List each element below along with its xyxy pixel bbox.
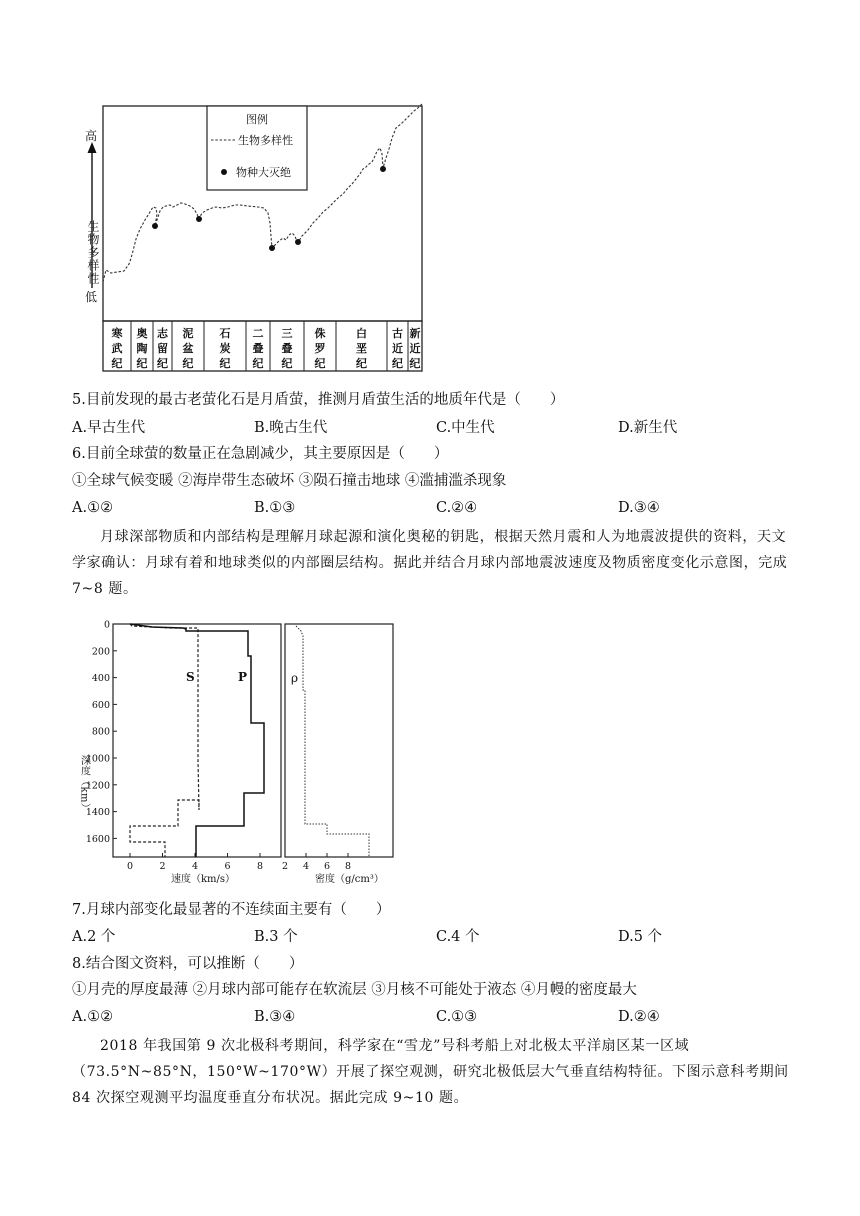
q7-option-d[interactable]: D.5 个 bbox=[618, 929, 663, 945]
speed-tick-label: 6 bbox=[224, 861, 231, 872]
q6-option-d[interactable]: D.③④ bbox=[618, 500, 660, 516]
density-label: ρ bbox=[291, 671, 299, 685]
q8-option-a[interactable]: A.①② bbox=[72, 1009, 114, 1025]
depth-tick-label: 1200 bbox=[85, 780, 110, 792]
speed-tick-label: 8 bbox=[256, 861, 264, 872]
q5-option-c[interactable]: C.中生代 bbox=[436, 420, 495, 436]
speed-tick-label: 2 bbox=[159, 861, 166, 872]
q8-option-d[interactable]: D.②④ bbox=[618, 1009, 660, 1025]
q6-option-b[interactable]: B.①③ bbox=[254, 500, 296, 516]
q8-statements: ①月壳的厚度最薄 ②月球内部可能存在软流层 ③月核不可能处于液态 ④月幔的密度最大 bbox=[72, 982, 637, 998]
period-label: 白垩纪 bbox=[356, 327, 367, 370]
y-low-label: 低 bbox=[85, 290, 98, 304]
q6-option-a[interactable]: A.①② bbox=[72, 500, 114, 516]
q8-stem: 8.结合图文资料，可以推断（ ） bbox=[72, 956, 304, 972]
q7-stem: 7.月球内部变化最显著的不连续面主要有（ ） bbox=[72, 902, 391, 918]
speed-tick-label: 0 bbox=[126, 861, 134, 872]
passage-moon: 月球深部物质和内部结构是理解月球起源和演化奥秘的钥匙，根据天然月震和人为地震波提供的资料，天文学家确认：月球有着和地球类似的内部圈层结构。据此并结合月球内部地震波速度及物质密度变化示意图，完成 7~8 题。 bbox=[72, 529, 788, 597]
density-tick-label: 6 bbox=[323, 861, 331, 872]
depth-tick-label: 600 bbox=[91, 699, 110, 711]
density-axis-label: 密度（g/cm³） bbox=[315, 874, 384, 885]
extinction-dot bbox=[196, 216, 202, 222]
q7-option-b[interactable]: B.3 个 bbox=[254, 929, 298, 945]
depth-tick-label: 1400 bbox=[85, 807, 110, 819]
legend-extinction: 物种大灭绝 bbox=[236, 166, 291, 179]
depth-tick-label: 200 bbox=[91, 646, 110, 658]
depth-tick-label: 800 bbox=[91, 726, 110, 738]
q5-option-b[interactable]: B.晚古生代 bbox=[254, 420, 328, 436]
y-axis-label: 生物多样性 bbox=[86, 220, 100, 285]
passage-arctic: 2018 年我国第 9 次北极科考期间，科学家在“雪龙”号科考船上对北极太平洋扇区某一区域（73.5°N~85°N，150°W~170°W）开展了探空观测，研究北极低层大气垂直结构特征。下图示意科考期间 84 次探空观测平均温度垂直分布状况。据此完成 9~10 题。 bbox=[72, 1038, 789, 1106]
q5-option-d[interactable]: D.新生代 bbox=[618, 420, 678, 436]
legend-title: 图例 bbox=[246, 113, 268, 126]
q7-option-c[interactable]: C.4 个 bbox=[436, 929, 480, 945]
depth-tick-label: 1000 bbox=[85, 753, 110, 765]
s-wave-label: S bbox=[186, 670, 195, 684]
period-label: 志留纪 bbox=[157, 327, 168, 370]
biodiversity-figure bbox=[70, 98, 430, 380]
q6-option-c[interactable]: C.②④ bbox=[436, 500, 478, 516]
q5-option-a[interactable]: A.早古生代 bbox=[72, 420, 146, 436]
q6-statements: ①全球气候变暖 ②海岸带生态破坏 ③陨石撞击地球 ④滥捕滥杀现象 bbox=[72, 473, 507, 489]
density-tick-label: 2 bbox=[281, 861, 289, 872]
p-wave-label: P bbox=[238, 670, 248, 684]
extinction-dot bbox=[295, 239, 301, 245]
density-tick-label: 4 bbox=[302, 861, 310, 872]
speed-tick-label: 4 bbox=[191, 861, 199, 872]
extinction-dot bbox=[380, 166, 386, 172]
density-tick-label: 8 bbox=[344, 861, 352, 872]
depth-tick-label: 0 bbox=[103, 619, 110, 631]
period-label: 泥盆纪 bbox=[182, 327, 194, 370]
q8-option-c[interactable]: C.①③ bbox=[436, 1009, 478, 1025]
speed-axis-label: 速度（km/s） bbox=[171, 874, 236, 885]
depth-tick-label: 1600 bbox=[85, 833, 110, 845]
q8-option-b[interactable]: B.③④ bbox=[254, 1009, 296, 1025]
period-label: 古近纪 bbox=[392, 327, 403, 370]
period-label: 三叠纪 bbox=[281, 327, 293, 370]
extinction-dot bbox=[269, 245, 275, 251]
p-wave-curve bbox=[130, 624, 264, 857]
moon-interior-figure bbox=[70, 612, 400, 894]
density-curve bbox=[296, 626, 369, 857]
extinction-dot bbox=[152, 223, 158, 229]
y-high-label: 高 bbox=[85, 129, 98, 143]
period-label: 寒武纪 bbox=[111, 327, 123, 370]
period-label: 二叠纪 bbox=[252, 327, 264, 370]
q5-stem: 5.目前发现的最古老萤化石是月盾萤，推测月盾萤生活的地质年代是（ ） bbox=[72, 392, 565, 408]
q7-option-a[interactable]: A.2 个 bbox=[72, 929, 116, 945]
period-label: 奥陶纪 bbox=[136, 327, 148, 370]
legend-extinction-dot bbox=[221, 169, 227, 175]
q6-stem: 6.目前全球萤的数量正在急剧减少，其主要原因是（ ） bbox=[72, 446, 449, 462]
period-label: 侏罗纪 bbox=[314, 327, 326, 370]
legend-diversity: 生物多样性 bbox=[238, 134, 293, 147]
s-wave-curve bbox=[130, 624, 199, 857]
depth-axis-label: 深度（km） bbox=[78, 755, 90, 814]
depth-tick-label: 400 bbox=[91, 673, 110, 685]
period-label: 石炭纪 bbox=[219, 327, 231, 370]
period-label: 新近纪 bbox=[409, 327, 421, 370]
